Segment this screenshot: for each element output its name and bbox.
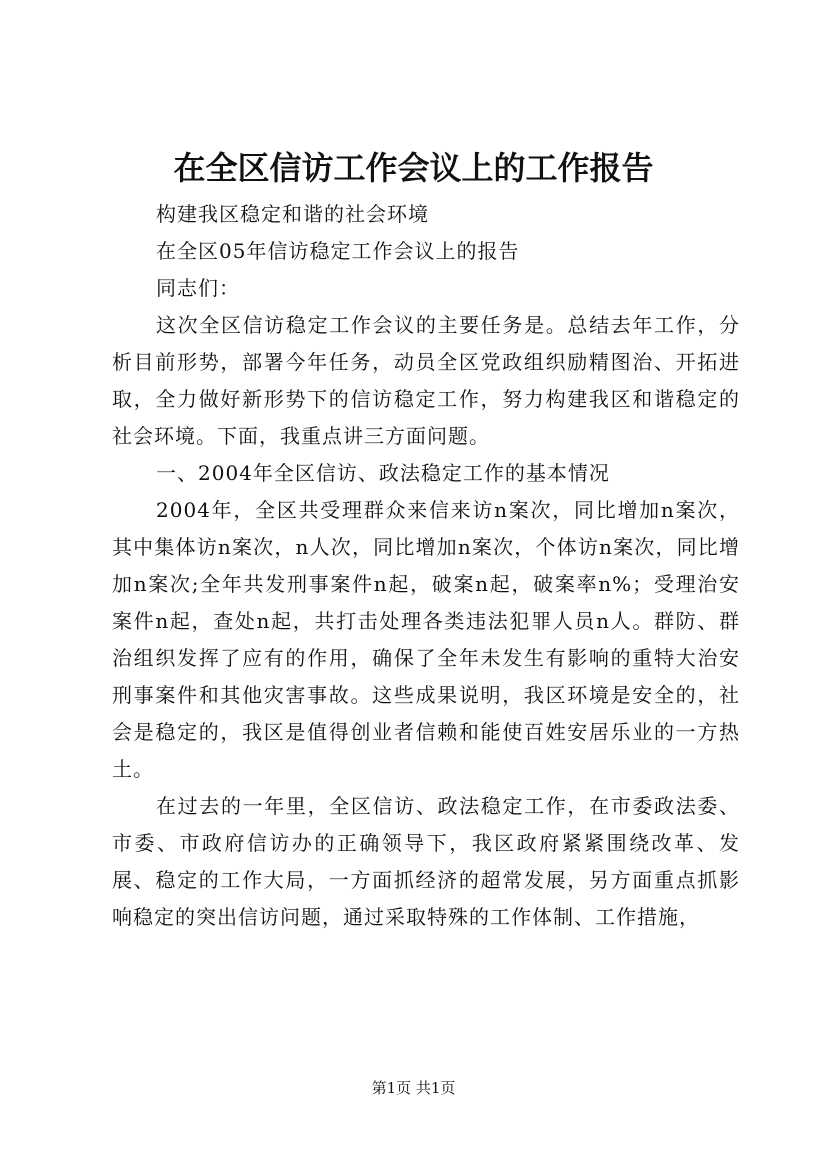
subtitle-paragraph: 构建我区稳定和谐的社会环境 bbox=[156, 202, 429, 226]
review-paragraph: 在过去的一年里，全区信访、政法稳定工作，在市委政法委、市委、市政府信访办的正确领导下，我区政府紧紧围绕改革、发展、稳定的工作大局，一方面抓经济的超常发展，另方面重点抓影响稳定的突出信访问题，通过采取特殊的工作体制、工作措施， bbox=[112, 794, 740, 929]
document-title: 在全区信访工作会议上的工作报告 bbox=[173, 149, 654, 187]
section-heading: 一、2004年全区信访、政法稳定工作的基本情况 bbox=[156, 461, 610, 485]
intro-paragraph: 这次全区信访稳定工作会议的主要任务是。总结去年工作，分析目前形势，部署今年任务，动员全区党政组织励精图治、开拓进取，全力做好新形势下的信访稳定工作，努力构建我区和谐稳定的社会环境。下面，我重点讲三方面问题。 bbox=[112, 313, 740, 448]
document-body bbox=[112, 196, 740, 936]
page-footer: 第1页 共1页 bbox=[371, 1079, 456, 1097]
statistics-paragraph: 2004年，全区共受理群众来信来访n案次，同比增加n案次，其中集体访n案次，n人次，同比增加n案次，个体访n案次，同比增加n案次;全年共发刑事案件n起，破案n起，破案率n%；受理治安案件n起，查处n起，共打击处理各类违法犯罪人员n人。群防、群治组织发挥了应有的作用，确保了全年未发生有影响的重特大治安刑事案件和其他灾害事故。这些成果说明，我区环境是安全的，社会是稳定的，我区是值得创业者信赖和能使百姓安居乐业的一方热土。 bbox=[112, 498, 740, 781]
report-heading-paragraph: 在全区05年信访稳定工作会议上的报告 bbox=[156, 239, 520, 263]
salutation-paragraph: 同志们： bbox=[156, 276, 240, 300]
